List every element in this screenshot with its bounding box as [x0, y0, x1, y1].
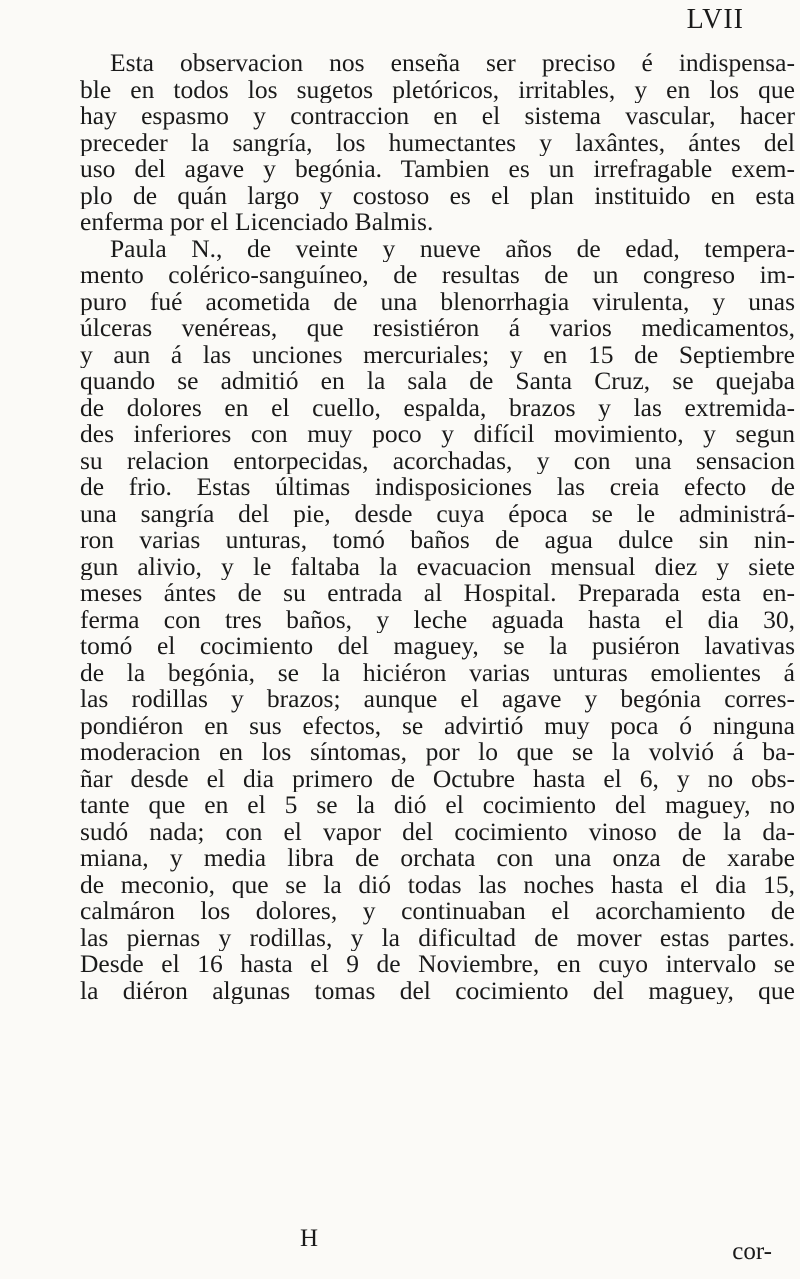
text-line: miana, y media libra de orchata con una onza de xarabe	[80, 845, 795, 872]
text-line: de frio. Estas últimas indisposiciones las creia efecto de	[80, 474, 795, 501]
text-line: meses ántes de su entrada al Hospital. Preparada esta en-	[80, 580, 795, 607]
text-line: de meconio, que se la dió todas las noches hasta el dia 15,	[80, 871, 795, 898]
text-line: preceder la sangría, los humectantes y laxântes, ántes del	[80, 129, 795, 156]
text-line: Esta observacion nos enseña ser preciso é indispensa-	[110, 50, 795, 77]
text-body	[80, 50, 795, 1004]
text-line: ferma con tres baños, y leche aguada hasta el dia 30,	[80, 606, 795, 633]
text-line: las piernas y rodillas, y la dificultad de mover estas partes.	[80, 924, 795, 951]
text-line: uso del agave y begónia. Tambien es un irrefragable exem-	[80, 156, 795, 183]
text-line: Paula N., de veinte y nueve años de edad, tempera-	[110, 235, 795, 262]
text-line: una sangría del pie, desde cuya época se le administrá-	[80, 500, 795, 527]
text-line: puro fué acometida de una blenorrhagia virulenta, y unas	[80, 288, 795, 315]
text-line: tomó el cocimiento del maguey, se la pusiéron lavativas	[80, 633, 795, 660]
text-line: moderacion en los síntomas, por lo que se la volvió á ba-	[80, 739, 795, 766]
text-line: de dolores en el cuello, espalda, brazos y las extremida-	[80, 394, 795, 421]
text-line: calmáron los dolores, y continuaban el acorchamiento de	[80, 898, 795, 925]
text-line: mento colérico-sanguíneo, de resultas de un congreso im-	[80, 262, 795, 289]
text-line: ron varias unturas, tomó baños de agua dulce sin nin-	[80, 527, 795, 554]
text-line: gun alivio, y le faltaba la evacuacion mensual diez y siete	[80, 553, 795, 580]
text-line: de la begónia, se la hiciéron varias unturas emolientes á	[80, 659, 795, 686]
text-line: pondiéron en sus efectos, se advirtió muy poca ó ninguna	[80, 712, 795, 739]
text-line: la diéron algunas tomas del cocimiento del maguey, que	[80, 977, 795, 1004]
catchword: cor-	[732, 1238, 772, 1265]
page-number: LVII	[686, 4, 744, 35]
text-line: sudó nada; con el vapor del cocimiento vinoso de la da-	[80, 818, 795, 845]
text-line: quando se admitió en la sala de Santa Cruz, se quejaba	[80, 368, 795, 395]
text-line: su relacion entorpecidas, acorchadas, y con una sensacion	[80, 447, 795, 474]
text-line: las rodillas y brazos; aunque el agave y begónia corres-	[80, 686, 795, 713]
text-line: Desde el 16 hasta el 9 de Noviembre, en cuyo intervalo se	[80, 951, 795, 978]
text-line: enferma por el Licenciado Balmis.	[80, 209, 434, 236]
text-line: ñar desde el dia primero de Octubre hasta el 6, y no obs-	[80, 765, 795, 792]
text-line: y aun á las unciones mercuriales; y en 15 de Septiembre	[80, 341, 795, 368]
text-line: úlceras venéreas, que resistiéron á varios medicamentos,	[80, 315, 795, 342]
text-line: ble en todos los sugetos pletóricos, irritables, y en los que	[80, 76, 795, 103]
signature-mark: H	[300, 1225, 319, 1252]
text-line: tante que en el 5 se la dió el cocimiento del maguey, no	[80, 792, 795, 819]
text-line: plo de quán largo y costoso es el plan instituido en esta	[80, 182, 795, 209]
text-line: hay espasmo y contraccion en el sistema vascular, hacer	[80, 103, 795, 130]
text-line: des inferiores con muy poco y difícil movimiento, y segun	[80, 421, 795, 448]
